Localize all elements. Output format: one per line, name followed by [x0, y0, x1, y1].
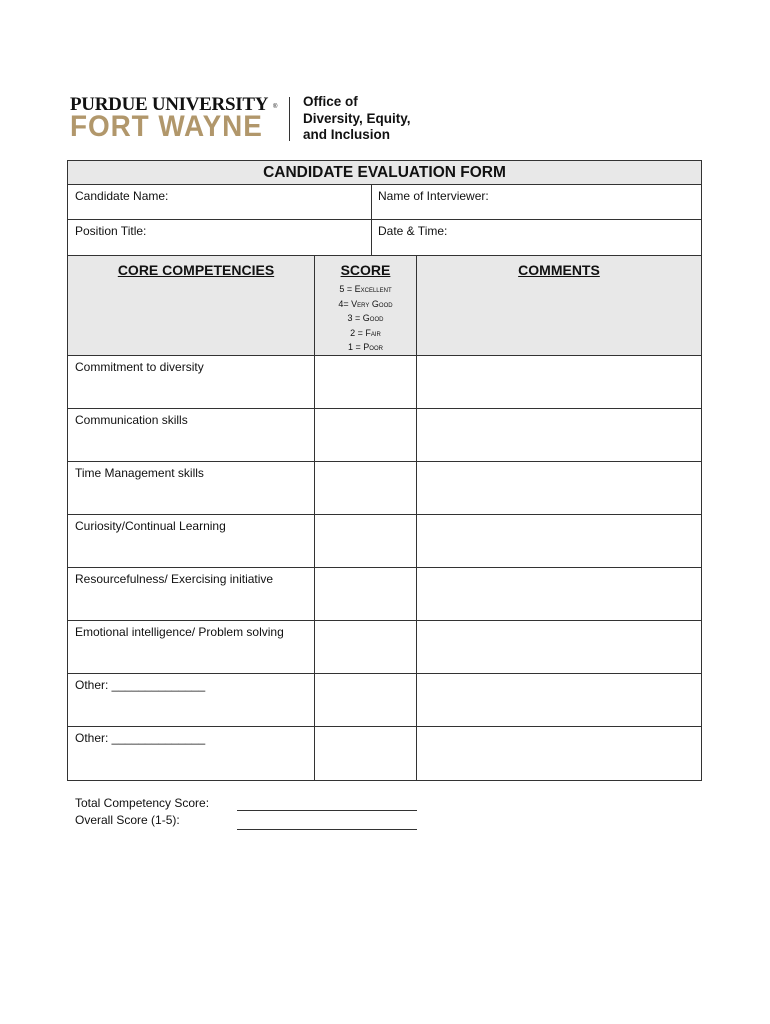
- score-cell[interactable]: [315, 621, 417, 673]
- university-logo: [70, 94, 430, 144]
- score-cell[interactable]: [315, 409, 417, 461]
- score-cell[interactable]: [315, 515, 417, 567]
- date-time-label: Date & Time:: [378, 224, 448, 238]
- scale-item: 1 = Poor: [348, 342, 383, 352]
- overall-score-line[interactable]: [237, 829, 417, 830]
- competency-table: [68, 256, 701, 780]
- table-header-row: [68, 256, 701, 356]
- position-title-field[interactable]: [68, 220, 372, 255]
- table-row: [68, 356, 701, 409]
- logo-registered-mark: ®: [273, 104, 278, 110]
- comments-cell[interactable]: [417, 674, 701, 726]
- comments-cell[interactable]: [417, 568, 701, 620]
- scale-item: 2 = Fair: [350, 327, 381, 338]
- table-row: [68, 409, 701, 462]
- competency-label: Commitment to diversity: [68, 356, 315, 408]
- overall-score-label: Overall Score (1-5):: [75, 813, 180, 827]
- candidate-name-label: Candidate Name:: [75, 189, 169, 203]
- position-title-label: Position Title:: [75, 224, 147, 238]
- score-scale: [315, 282, 416, 355]
- competency-label: Emotional intelligence/ Problem solving: [68, 621, 315, 673]
- info-row-names: [68, 185, 701, 220]
- interviewer-name-label: Name of Interviewer:: [378, 189, 489, 203]
- table-row: [68, 462, 701, 515]
- competency-label: Other: ______________: [68, 674, 315, 726]
- comments-cell[interactable]: [417, 462, 701, 514]
- comments-cell[interactable]: [417, 727, 701, 780]
- competency-label: Other: ______________: [68, 727, 315, 780]
- scale-item: 4= Very Good: [338, 298, 393, 309]
- candidate-name-field[interactable]: [68, 185, 372, 219]
- logo-university-name: PURDUE UNIVERSITY: [70, 94, 269, 115]
- score-cell[interactable]: [315, 727, 417, 780]
- table-row: [68, 727, 701, 780]
- logo-campus-name: FORT WAYNE: [70, 110, 263, 143]
- competencies-header: CORE COMPETENCIES: [117, 262, 275, 278]
- table-row: [68, 621, 701, 674]
- score-cell[interactable]: [315, 356, 417, 408]
- score-cell[interactable]: [315, 674, 417, 726]
- score-header: SCORE: [340, 262, 391, 278]
- competency-label: Resourcefulness/ Exercising initiative: [68, 568, 315, 620]
- total-score-label: Total Competency Score:: [75, 796, 210, 810]
- form-title: CANDIDATE EVALUATION FORM: [68, 161, 701, 185]
- table-row: [68, 674, 701, 727]
- comments-header-cell: [417, 256, 701, 355]
- date-time-field[interactable]: [372, 220, 701, 255]
- comments-cell[interactable]: [417, 515, 701, 567]
- score-cell[interactable]: [315, 568, 417, 620]
- interviewer-name-field[interactable]: [372, 185, 701, 219]
- info-row-position: [68, 220, 701, 256]
- scale-item: 5 = Excellent: [339, 284, 392, 294]
- comments-cell[interactable]: [417, 621, 701, 673]
- comments-header: COMMENTS: [518, 262, 600, 278]
- comments-cell[interactable]: [417, 409, 701, 461]
- score-cell[interactable]: [315, 462, 417, 514]
- table-row: [68, 515, 701, 568]
- office-line: Office of: [303, 94, 358, 109]
- score-header-cell: [315, 256, 417, 355]
- competency-label: Communication skills: [68, 409, 315, 461]
- competency-label: Curiosity/Continual Learning: [68, 515, 315, 567]
- office-line: and Inclusion: [303, 127, 391, 142]
- office-line: Diversity, Equity,: [303, 110, 411, 126]
- competencies-header-cell: [68, 256, 315, 355]
- table-row: [68, 568, 701, 621]
- scale-item: 3 = Good: [347, 313, 384, 323]
- logo-divider: [289, 97, 290, 141]
- competency-label: Time Management skills: [68, 462, 315, 514]
- total-score-line[interactable]: [237, 810, 417, 811]
- office-name: [303, 94, 411, 144]
- comments-cell[interactable]: [417, 356, 701, 408]
- evaluation-form: [67, 160, 702, 781]
